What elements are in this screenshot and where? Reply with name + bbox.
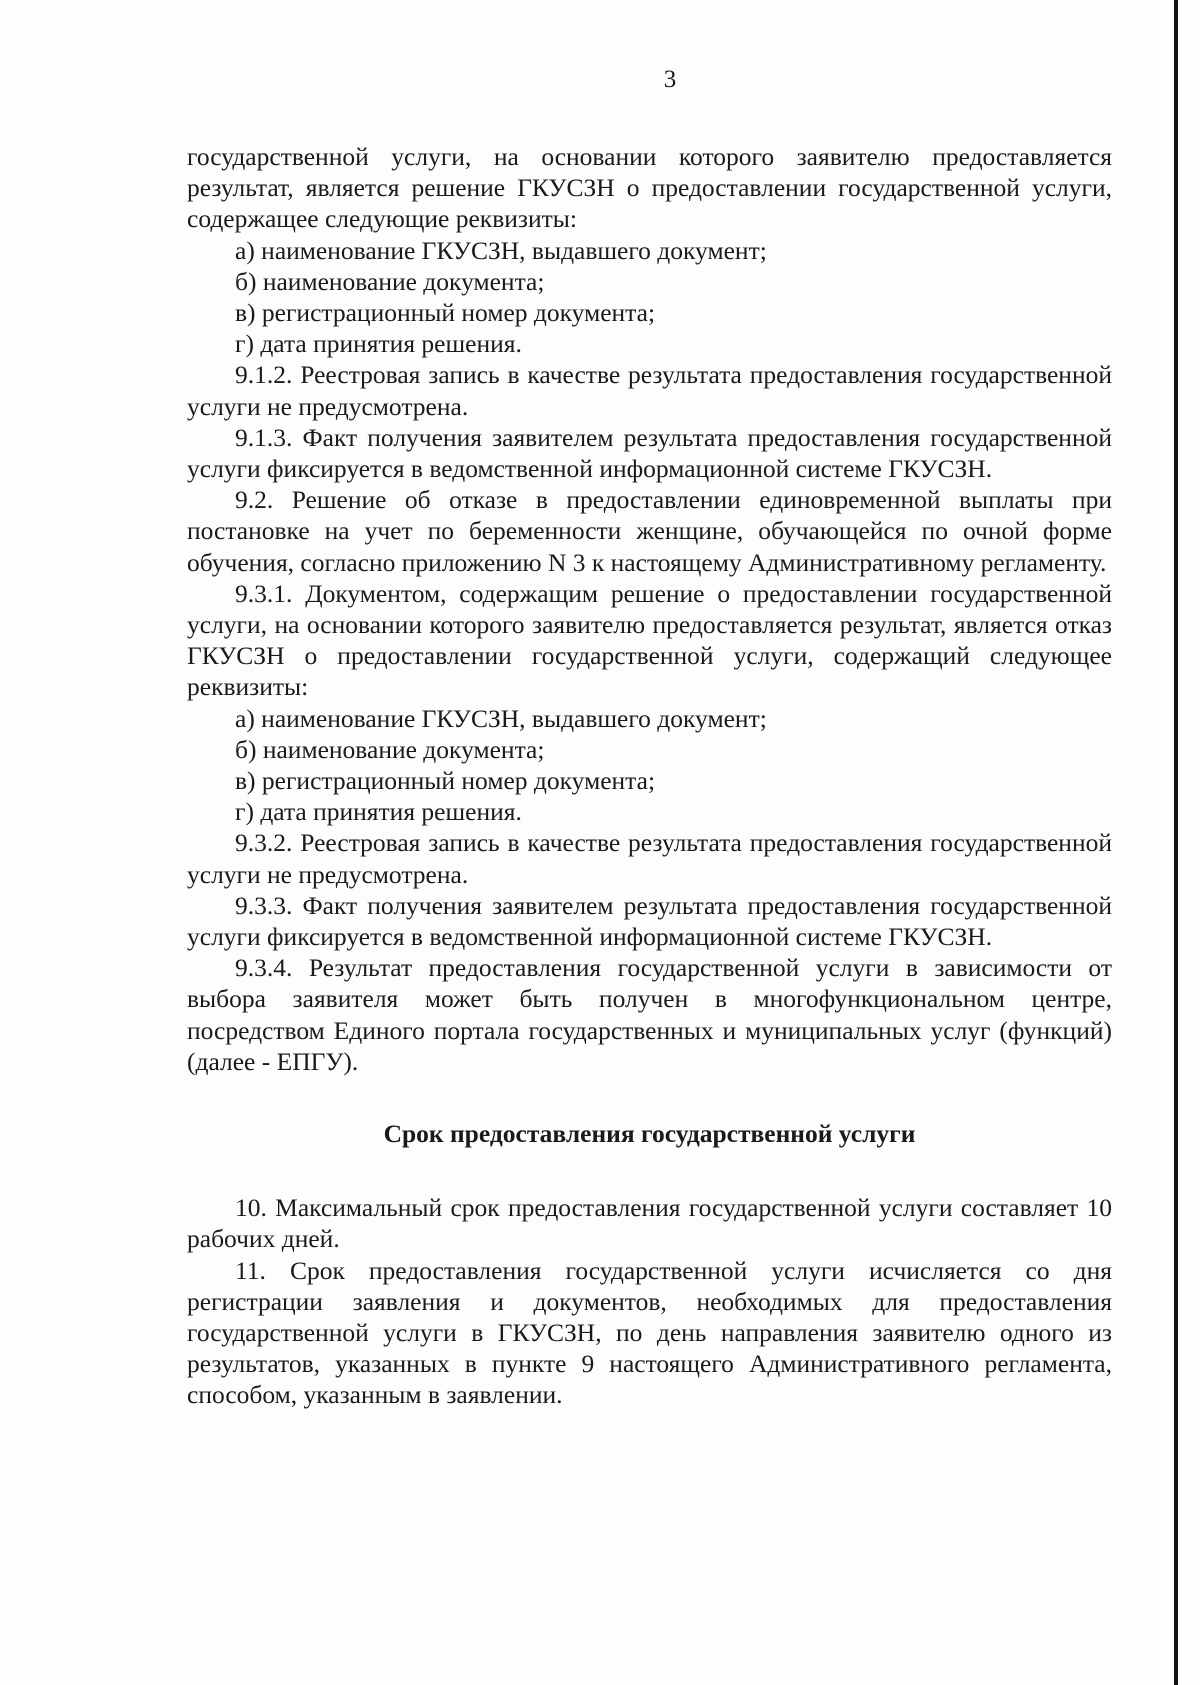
paragraph-912: 9.1.2. Реестровая запись в качестве результата предоставления государственной услуги не предусмотрена. [187,360,1112,421]
paragraph-932: 9.3.2. Реестровая запись в качестве результата предоставления государственной услуги не предусмотрена. [187,828,1112,889]
section-heading: Срок предоставления государственной услуги [383,1119,916,1149]
paragraph-934: 9.3.4. Результат предоставления государственной услуги в зависимости от выбора заявителя может быть получен в многофункциональном центре, посредством Единого портала государственных и муниципальных услуг (функций) (далее - ЕПГУ). [187,953,1112,1076]
paragraph-92: 9.2. Решение об отказе в предоставлении единовременной выплаты при постановке на учет по беременности женщине, обучающейся по очной форме обучения, согласно приложению N 3 к настоящему Административному регламенту. [187,485,1112,577]
paragraph-10: 10. Максимальный срок предоставления государственной услуги составляет 10 рабочих дней. [187,1193,1112,1254]
paragraph-931: 9.3.1. Документом, содержащим решение о предоставлении государственной услуги, на основании которого заявителю предоставляется результат, является отказ ГКУСЗН о предоставлении государственной услуги, содержащий следующее реквизиты: [187,578,1112,702]
paragraph-v2: в) регистрационный номер документа; [235,766,656,796]
section-term [187,1192,1112,1410]
document-body [187,141,1112,1411]
paragraph-g1: г) дата принятия решения. [235,329,522,359]
paragraph-a2: а) наименование ГКУСЗН, выдавшего документ; [235,703,767,733]
scan-edge-line [1174,0,1178,1685]
paragraph-intro: государственной услуги, на основании которого заявителю предоставляется результат, является решение ГКУСЗН о предоставлении государственной услуги, содержащее следующие реквизиты: [187,142,1112,234]
paragraph-a1: а) наименование ГКУСЗН, выдавшего документ; [235,235,767,265]
paragraph-b1: б) наименование документа; [235,266,545,296]
paragraph-11: 11. Срок предоставления государственной услуги исчисляется со дня регистрации заявления и документов, необходимых для предоставления государственной услуги в ГКУСЗН, по день направления заявителю одного из результатов, указанных в пункте 9 настоящего Административного регламента, способом, указанным в заявлении. [187,1255,1112,1410]
section-results [187,141,1112,1077]
paragraph-g2: г) дата принятия решения. [235,797,522,827]
paragraph-933: 9.3.3. Факт получения заявителем результата предоставления государственной услуги фиксируется в ведомственной информационной системе ГКУСЗН. [187,890,1112,952]
paragraph-b2: б) наименование документа; [235,734,545,764]
page-number: 3 [663,66,677,93]
paragraph-v1: в) регистрационный номер документа; [235,298,656,328]
paragraph-913: 9.1.3. Факт получения заявителем результата предоставления государственной услуги фиксируется в ведомственной информационной системе ГКУСЗН. [187,422,1112,484]
